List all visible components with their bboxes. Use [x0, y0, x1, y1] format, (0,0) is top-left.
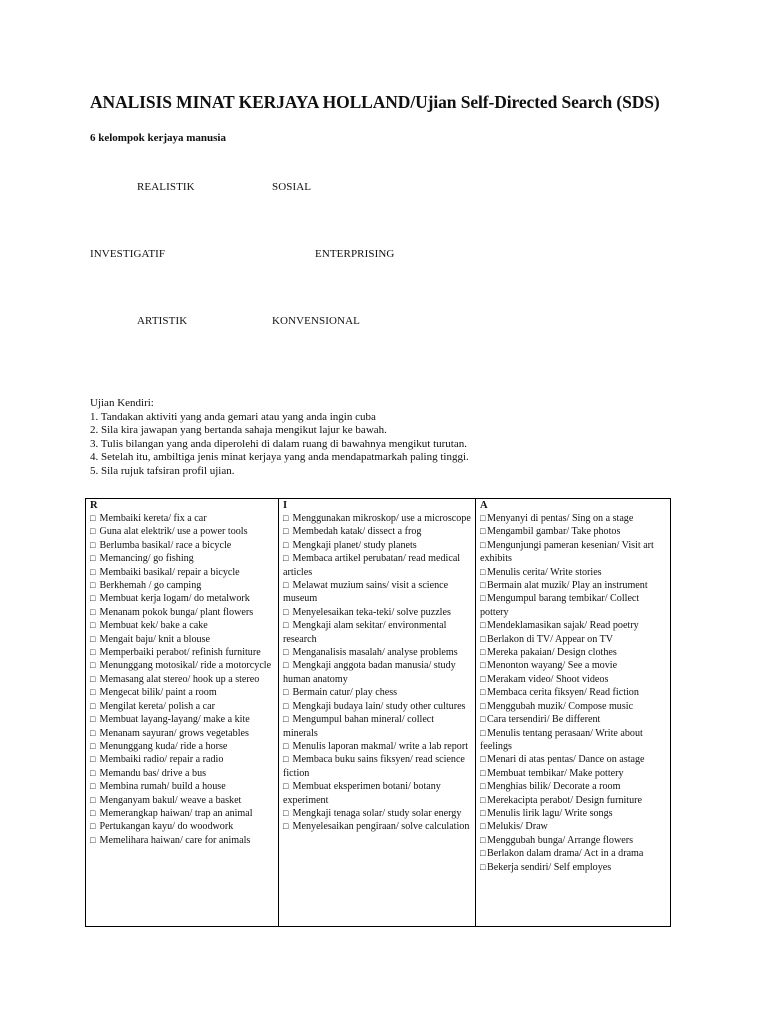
checkbox-icon[interactable]: □ — [90, 539, 96, 550]
activity-item[interactable] — [480, 646, 666, 659]
checkbox-icon[interactable]: □ — [90, 513, 96, 523]
checkbox-icon[interactable]: □ — [90, 633, 96, 644]
checkbox-icon[interactable]: □ — [480, 566, 486, 577]
activity-item[interactable] — [283, 753, 471, 780]
activity-item[interactable] — [90, 552, 274, 565]
activity-item[interactable] — [283, 619, 471, 646]
checkbox-icon[interactable]: □ — [283, 553, 289, 564]
type-label-konvensional: KONVENSIONAL — [272, 315, 360, 327]
checkbox-icon[interactable]: □ — [283, 807, 289, 818]
activity-label: Mengambil gambar/ Take photos — [487, 526, 621, 538]
checkbox-icon[interactable]: □ — [283, 754, 289, 765]
activity-label: Menulis lirik lagu/ Write songs — [487, 807, 613, 819]
activity-item[interactable] — [480, 579, 666, 592]
activity-item[interactable] — [90, 633, 274, 646]
checkbox-icon[interactable]: □ — [283, 781, 289, 792]
activity-label: Mengkaji planet/ study planets — [292, 539, 417, 551]
activity-item[interactable] — [90, 579, 274, 592]
checkbox-icon[interactable]: □ — [90, 620, 96, 631]
checkbox-icon[interactable]: □ — [90, 660, 96, 671]
checkbox-icon[interactable]: □ — [283, 580, 289, 591]
activity-label: Melukis/ Draw — [487, 821, 548, 833]
activity-label: Membaiki radio/ repair a radio — [99, 754, 224, 766]
checkbox-icon[interactable]: □ — [283, 714, 289, 725]
column-header-i: I — [283, 500, 288, 511]
checkbox-icon[interactable]: □ — [480, 767, 486, 778]
column-realistic — [86, 499, 279, 927]
activity-label: Melawat muzium sains/ visit a science museum — [283, 580, 449, 605]
activity-label: Menari di atas pentas/ Dance on astage — [487, 754, 645, 766]
activity-label: Membuat kerja logam/ do metalwork — [99, 593, 250, 605]
checkbox-icon[interactable]: □ — [90, 821, 96, 832]
activity-item[interactable] — [90, 673, 274, 686]
checkbox-icon[interactable]: □ — [480, 620, 486, 631]
instructions-heading: Ujian Kendiri: — [90, 397, 154, 409]
checkbox-icon[interactable]: □ — [480, 794, 486, 805]
activity-label: Menggubah bunga/ Arrange flowers — [487, 834, 634, 846]
activity-item[interactable] — [90, 619, 274, 632]
activity-label: Membaiki kereta/ fix a car — [99, 513, 207, 524]
activity-label: Memasang alat stereo/ hook up a stereo — [99, 673, 260, 685]
activity-item[interactable] — [480, 767, 666, 780]
activity-label: Berlakon di TV/ Appear on TV — [487, 633, 614, 645]
activity-label: Menonton wayang/ See a movie — [487, 660, 618, 672]
activity-item[interactable] — [480, 780, 666, 793]
checkbox-icon[interactable]: □ — [480, 687, 486, 698]
activity-label: Menganalisis masalah/ analyse problems — [292, 647, 458, 659]
column-investigative — [279, 499, 476, 927]
checkbox-icon[interactable]: □ — [90, 714, 96, 725]
column-artistic — [476, 499, 671, 927]
activity-label: Merakam video/ Shoot videos — [487, 673, 609, 685]
activity-item[interactable] — [90, 820, 274, 833]
activity-item[interactable] — [90, 566, 274, 579]
activity-item[interactable] — [480, 820, 666, 833]
checkbox-icon[interactable]: □ — [90, 767, 96, 778]
activity-label: Membedah katak/ dissect a frog — [292, 526, 422, 538]
instruction-step: 5. Sila rujuk tafsiran profil ujian. — [90, 464, 235, 477]
activity-label: Bekerja sendiri/ Self employes — [487, 861, 612, 873]
activity-label: Membuat eksperimen botani/ botany experiment — [283, 781, 441, 806]
checkbox-icon[interactable]: □ — [90, 754, 96, 765]
activity-item[interactable] — [283, 512, 471, 525]
activity-label: Bermain alat muzik/ Play an instrument — [487, 580, 648, 592]
activity-label: Mengait baju/ knit a blouse — [99, 633, 210, 645]
activity-label: Membuat kek/ bake a cake — [99, 620, 208, 632]
activity-label: Cara tersendiri/ Be different — [487, 714, 601, 726]
checkbox-icon[interactable]: □ — [480, 593, 486, 604]
checkbox-icon[interactable]: □ — [90, 647, 96, 658]
type-label-artistik: ARTISTIK — [137, 315, 188, 327]
checkbox-icon[interactable]: □ — [480, 727, 486, 738]
checkbox-icon[interactable]: □ — [480, 539, 486, 550]
activity-item[interactable] — [90, 700, 274, 713]
activity-item[interactable] — [283, 820, 471, 833]
checkbox-icon[interactable]: □ — [480, 821, 486, 832]
activity-item[interactable] — [90, 525, 274, 538]
activity-item[interactable] — [283, 740, 471, 753]
activity-label: Menunggang kuda/ ride a horse — [99, 740, 228, 752]
activity-label: Menghias bilik/ Decorate a room — [487, 781, 621, 793]
activity-label: Menanam pokok bunga/ plant flowers — [99, 606, 254, 618]
instruction-step: 2. Sila kira jawapan yang bertanda sahaja mengikut lajur ke bawah. — [90, 424, 387, 437]
activity-label: Membaca artikel perubatan/ read medical articles — [283, 553, 461, 578]
checkbox-icon[interactable]: □ — [90, 673, 96, 684]
activity-label: Pertukangan kayu/ do woodwork — [99, 821, 234, 833]
activity-item[interactable] — [90, 834, 274, 847]
activity-item[interactable] — [480, 727, 666, 754]
activity-label: Menyelesaikan teka-teki/ solve puzzles — [292, 606, 451, 618]
activity-item[interactable] — [480, 512, 666, 525]
activity-item[interactable] — [90, 646, 274, 659]
activity-item[interactable] — [90, 753, 274, 766]
activity-label: Membuat tembikar/ Make pottery — [487, 767, 624, 779]
activity-label: Mengecat bilik/ paint a room — [99, 687, 217, 699]
activity-list-a — [480, 512, 666, 874]
type-label-enterprising: ENTERPRISING — [315, 248, 395, 260]
activity-item[interactable] — [90, 512, 274, 525]
activity-label: Menggubah muzik/ Compose music — [487, 700, 634, 712]
activity-item[interactable] — [90, 727, 274, 740]
activity-item[interactable] — [90, 606, 274, 619]
checkbox-icon[interactable]: □ — [283, 513, 289, 523]
activity-label: Menganyam bakul/ weave a basket — [99, 794, 242, 806]
activity-label: Menulis tentang perasaan/ Write about feelings — [480, 727, 643, 752]
activity-item[interactable] — [480, 673, 666, 686]
checkbox-icon[interactable]: □ — [480, 700, 486, 711]
activity-item[interactable] — [480, 539, 666, 566]
activity-list-r — [90, 512, 274, 847]
checkbox-icon[interactable]: □ — [90, 727, 96, 738]
activity-label: Merekacipta perabot/ Design furniture — [487, 794, 642, 806]
checkbox-icon[interactable]: □ — [480, 660, 486, 671]
activity-item[interactable] — [480, 753, 666, 766]
activity-item[interactable] — [480, 592, 666, 619]
activity-item[interactable] — [90, 686, 274, 699]
checkbox-icon[interactable]: □ — [283, 740, 289, 751]
activity-label: Memerangkap haiwan/ trap an animal — [99, 807, 253, 819]
activity-label: Membaiki basikal/ repair a bicycle — [99, 566, 240, 578]
activity-item[interactable] — [90, 659, 274, 672]
activity-item[interactable] — [283, 539, 471, 552]
activity-item[interactable] — [90, 713, 274, 726]
checkbox-icon[interactable]: □ — [283, 660, 289, 671]
activity-item[interactable] — [480, 659, 666, 672]
activity-label: Mengkaji anggota badan manusia/ study human anatomy — [283, 660, 456, 685]
checkbox-icon[interactable]: □ — [480, 673, 486, 684]
activity-label: Membina rumah/ build a house — [99, 781, 226, 793]
checkbox-icon[interactable]: □ — [283, 620, 289, 631]
activity-item[interactable] — [283, 525, 471, 538]
checkbox-icon[interactable]: □ — [480, 647, 486, 658]
column-header-r: R — [90, 500, 98, 511]
activity-label: Berlumba basikal/ race a bicycle — [99, 539, 232, 551]
activity-item[interactable] — [480, 794, 666, 807]
activity-item[interactable] — [480, 619, 666, 632]
activity-item[interactable] — [283, 606, 471, 619]
activity-label: Guna alat elektrik/ use a power tools — [99, 526, 248, 538]
activity-label: Mengkaji tenaga solar/ study solar energy — [292, 807, 462, 819]
activity-item[interactable] — [283, 552, 471, 579]
activity-item[interactable] — [90, 780, 274, 793]
activity-item[interactable] — [283, 700, 471, 713]
activity-item[interactable] — [283, 713, 471, 740]
activity-item[interactable] — [480, 686, 666, 699]
checkbox-icon[interactable]: □ — [480, 526, 486, 537]
checkbox-icon[interactable]: □ — [480, 848, 486, 859]
checkbox-icon[interactable]: □ — [90, 593, 96, 604]
activity-item[interactable] — [90, 539, 274, 552]
activity-label: Membaca cerita fiksyen/ Read fiction — [487, 687, 639, 699]
checkbox-icon[interactable]: □ — [283, 700, 289, 711]
column-header-a: A — [480, 500, 488, 511]
checkbox-icon[interactable]: □ — [90, 740, 96, 751]
activity-label: Menanam sayuran/ grows vegetables — [99, 727, 249, 739]
instruction-step: 4. Setelah itu, ambiltiga jenis minat kerjaya yang anda mendapatmarkah paling tinggi. — [90, 451, 469, 464]
activity-label: Mengkaji alam sekitar/ environmental research — [283, 620, 447, 645]
checkbox-icon[interactable]: □ — [90, 700, 96, 711]
checkbox-icon[interactable]: □ — [90, 834, 96, 845]
activity-item[interactable] — [480, 847, 666, 860]
checkbox-icon[interactable]: □ — [480, 633, 486, 644]
activity-item[interactable] — [480, 700, 666, 713]
activity-item[interactable] — [90, 592, 274, 605]
activity-item[interactable] — [283, 686, 471, 699]
activity-item[interactable] — [480, 525, 666, 538]
activity-label: Berkhemah / go camping — [99, 580, 202, 592]
checkbox-icon[interactable]: □ — [480, 714, 486, 725]
activity-label: Menulis cerita/ Write stories — [487, 566, 602, 578]
activity-item[interactable] — [480, 633, 666, 646]
activity-label: Menggunakan mikroskop/ use a microscope — [292, 513, 471, 524]
page-subtitle: 6 kelompok kerjaya manusia — [90, 132, 226, 144]
activity-label: Mereka pakaian/ Design clothes — [487, 647, 617, 659]
activity-label: Mendeklamasikan sajak/ Read poetry — [487, 620, 639, 632]
activity-item[interactable] — [90, 767, 274, 780]
activity-label: Memandu bas/ drive a bus — [99, 767, 207, 779]
activity-label: Berlakon dalam drama/ Act in a drama — [487, 848, 644, 860]
checkbox-icon[interactable]: □ — [480, 513, 486, 523]
checkbox-icon[interactable]: □ — [90, 566, 96, 577]
activity-label: Menyelesaikan pengiraan/ solve calculation — [292, 821, 470, 833]
checkbox-icon[interactable]: □ — [90, 526, 96, 537]
activity-item[interactable] — [480, 566, 666, 579]
activity-label: Memancing/ go fishing — [99, 553, 194, 565]
activity-item[interactable] — [480, 834, 666, 847]
checkbox-icon[interactable]: □ — [90, 794, 96, 805]
checkbox-icon[interactable]: □ — [283, 647, 289, 658]
type-label-investigatif: INVESTIGATIF — [90, 248, 166, 260]
activity-item[interactable] — [480, 861, 666, 874]
activity-label: Membaca buku sains fiksyen/ read science fiction — [283, 754, 465, 779]
activity-item[interactable] — [480, 713, 666, 726]
instruction-step: 1. Tandakan aktiviti yang anda gemari atau yang anda ingin cuba — [90, 410, 376, 423]
checkbox-icon[interactable]: □ — [480, 834, 486, 845]
activity-list-i — [283, 512, 471, 834]
activity-item[interactable] — [283, 659, 471, 686]
activity-item[interactable] — [480, 807, 666, 820]
activity-label: Mengilat kereta/ polish a car — [99, 700, 216, 712]
checkbox-icon[interactable]: □ — [480, 781, 486, 792]
activity-label: Menyanyi di pentas/ Sing on a stage — [487, 513, 634, 524]
activity-item[interactable] — [283, 780, 471, 807]
activity-item[interactable] — [90, 807, 274, 820]
checkbox-icon[interactable]: □ — [90, 781, 96, 792]
checkbox-icon[interactable]: □ — [90, 687, 96, 698]
page-title: ANALISIS MINAT KERJAYA HOLLAND/Ujian Self-Directed Search (SDS) — [90, 92, 660, 112]
activity-table — [85, 498, 671, 927]
activity-label: Mengkaji budaya lain/ study other cultures — [292, 700, 466, 712]
activity-label: Menulis laporan makmal/ write a lab report — [292, 740, 468, 752]
type-label-realistik: REALISTIK — [137, 181, 195, 193]
checkbox-icon[interactable]: □ — [90, 606, 96, 617]
activity-label: Memperbaiki perabot/ refinish furniture — [99, 647, 261, 659]
checkbox-icon[interactable]: □ — [283, 526, 289, 537]
instructions-block — [90, 397, 710, 479]
type-label-sosial: SOSIAL — [272, 181, 312, 193]
activity-item[interactable] — [90, 794, 274, 807]
activity-label: Mengumpul bahan mineral/ collect minerals — [283, 714, 435, 739]
activity-label: Mengumpul barang tembikar/ Collect pottery — [480, 593, 640, 618]
activity-label: Menunggang motosikal/ ride a motorcycle — [99, 660, 272, 672]
checkbox-icon[interactable]: □ — [283, 606, 289, 617]
checkbox-icon[interactable]: □ — [283, 821, 289, 832]
checkbox-icon[interactable]: □ — [480, 754, 486, 765]
checkbox-icon[interactable]: □ — [480, 580, 486, 591]
activity-item[interactable] — [283, 807, 471, 820]
activity-item[interactable] — [283, 579, 471, 606]
checkbox-icon[interactable]: □ — [480, 861, 486, 872]
checkbox-icon[interactable]: □ — [480, 807, 486, 818]
checkbox-icon[interactable]: □ — [283, 539, 289, 550]
activity-label: Bermain catur/ play chess — [292, 687, 398, 699]
checkbox-icon[interactable]: □ — [283, 687, 289, 698]
activity-label: Membuat layang-layang/ make a kite — [99, 714, 250, 726]
activity-item[interactable] — [283, 646, 471, 659]
checkbox-icon[interactable]: □ — [90, 807, 96, 818]
checkbox-icon[interactable]: □ — [90, 553, 96, 564]
instruction-step: 3. Tulis bilangan yang anda diperolehi di dalam ruang di bawahnya mengikut turutan. — [90, 437, 467, 450]
activity-label: Memelihara haiwan/ care for animals — [99, 834, 251, 846]
activity-label: Mengunjungi pameran kesenian/ Visit art exhibits — [480, 539, 654, 565]
checkbox-icon[interactable]: □ — [90, 580, 96, 591]
activity-item[interactable] — [90, 740, 274, 753]
